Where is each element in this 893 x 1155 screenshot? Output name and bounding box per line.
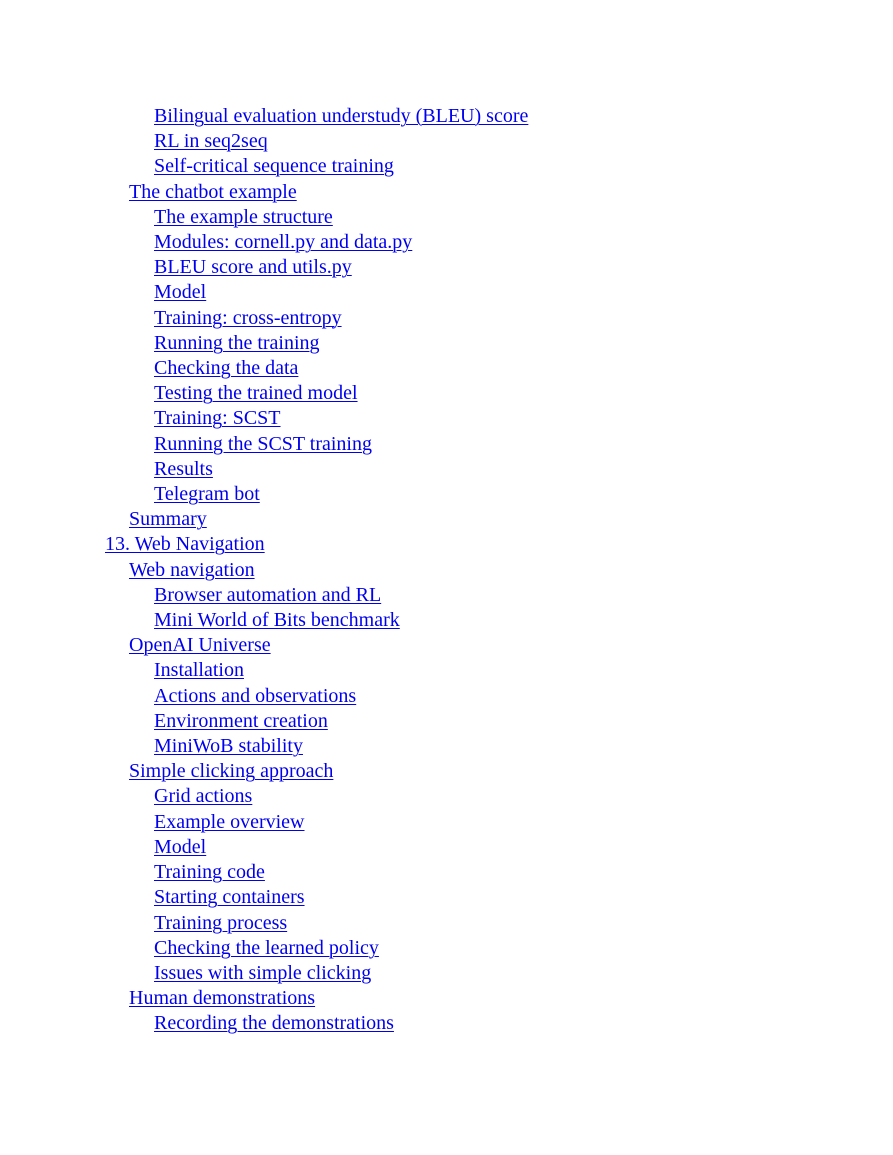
- toc-subsection-link[interactable]: Model: [154, 835, 207, 858]
- toc-subsection-link[interactable]: Mini World of Bits benchmark: [154, 609, 400, 632]
- toc-entry: [0, 558, 528, 583]
- toc-subsection-link[interactable]: Browser automation and RL: [154, 583, 382, 606]
- toc-entry: [0, 986, 528, 1011]
- toc-subsection-link[interactable]: Running the SCST training: [154, 432, 372, 455]
- toc-entry: [0, 129, 528, 154]
- toc-entry: [0, 532, 528, 557]
- toc-entry: [0, 810, 528, 835]
- toc-entry: [0, 608, 528, 633]
- toc-entry: [0, 911, 528, 936]
- toc-section-link[interactable]: Summary: [129, 508, 207, 531]
- toc-section-link[interactable]: OpenAI Universe: [129, 634, 271, 657]
- toc-entry: [0, 255, 528, 280]
- toc-subsection-link[interactable]: Training code: [154, 861, 265, 884]
- toc-subsection-link[interactable]: Results: [154, 457, 213, 480]
- toc-entry: [0, 684, 528, 709]
- toc-entry: [0, 961, 528, 986]
- toc-subsection-link[interactable]: Example overview: [154, 810, 305, 833]
- toc-subsection-link[interactable]: Checking the learned policy: [154, 936, 379, 959]
- toc-chapter-link[interactable]: 13. Web Navigation: [105, 533, 265, 556]
- toc-entry: [0, 482, 528, 507]
- toc-subsection-link[interactable]: Installation: [154, 659, 244, 682]
- toc-entry: [0, 759, 528, 784]
- toc-entry: [0, 205, 528, 230]
- toc-entry: [0, 457, 528, 482]
- table-of-contents: [0, 104, 528, 1037]
- toc-subsection-link[interactable]: Starting containers: [154, 886, 305, 909]
- toc-subsection-link[interactable]: Testing the trained model: [154, 382, 358, 405]
- toc-subsection-link[interactable]: Recording the demonstrations: [154, 1012, 394, 1035]
- toc-entry: [0, 306, 528, 331]
- toc-subsection-link[interactable]: Bilingual evaluation understudy (BLEU) score: [154, 105, 529, 127]
- toc-subsection-link[interactable]: Modules: cornell.py and data.py: [154, 231, 413, 254]
- toc-entry: [0, 432, 528, 457]
- toc-subsection-link[interactable]: Training process: [154, 911, 288, 934]
- toc-entry: [0, 936, 528, 961]
- toc-entry: [0, 860, 528, 885]
- toc-entry: [0, 104, 528, 129]
- toc-subsection-link[interactable]: RL in seq2seq: [154, 130, 268, 153]
- toc-entry: [0, 835, 528, 860]
- toc-subsection-link[interactable]: Grid actions: [154, 785, 253, 808]
- toc-subsection-link[interactable]: Actions and observations: [154, 684, 357, 707]
- toc-subsection-link[interactable]: Environment creation: [154, 709, 328, 732]
- toc-entry: [0, 709, 528, 734]
- toc-section-link[interactable]: The chatbot example: [129, 180, 297, 203]
- toc-entry: [0, 406, 528, 431]
- toc-section-link[interactable]: Simple clicking approach: [129, 760, 334, 783]
- toc-subsection-link[interactable]: Training: SCST: [154, 407, 281, 430]
- toc-entry: [0, 583, 528, 608]
- toc-entry: [0, 658, 528, 683]
- toc-entry: [0, 507, 528, 532]
- toc-subsection-link[interactable]: MiniWoB stability: [154, 735, 303, 758]
- toc-entry: [0, 180, 528, 205]
- toc-entry: [0, 280, 528, 305]
- toc-subsection-link[interactable]: Model: [154, 281, 207, 304]
- toc-entry: [0, 1011, 528, 1036]
- toc-subsection-link[interactable]: Telegram bot: [154, 483, 260, 506]
- toc-entry: [0, 230, 528, 255]
- toc-subsection-link[interactable]: Running the training: [154, 331, 320, 354]
- toc-entry: [0, 784, 528, 809]
- toc-entry: [0, 633, 528, 658]
- toc-entry: [0, 154, 528, 179]
- toc-subsection-link[interactable]: Self-critical sequence training: [154, 155, 394, 178]
- toc-section-link[interactable]: Human demonstrations: [129, 987, 316, 1010]
- toc-section-link[interactable]: Web navigation: [129, 558, 255, 581]
- toc-entry: [0, 885, 528, 910]
- toc-entry: [0, 734, 528, 759]
- toc-entry: [0, 356, 528, 381]
- toc-subsection-link[interactable]: BLEU score and utils.py: [154, 256, 352, 279]
- toc-subsection-link[interactable]: The example structure: [154, 205, 333, 228]
- toc-subsection-link[interactable]: Checking the data: [154, 357, 299, 380]
- toc-entry: [0, 331, 528, 356]
- toc-subsection-link[interactable]: Issues with simple clicking: [154, 961, 372, 984]
- toc-entry: [0, 381, 528, 406]
- toc-subsection-link[interactable]: Training: cross-entropy: [154, 306, 342, 329]
